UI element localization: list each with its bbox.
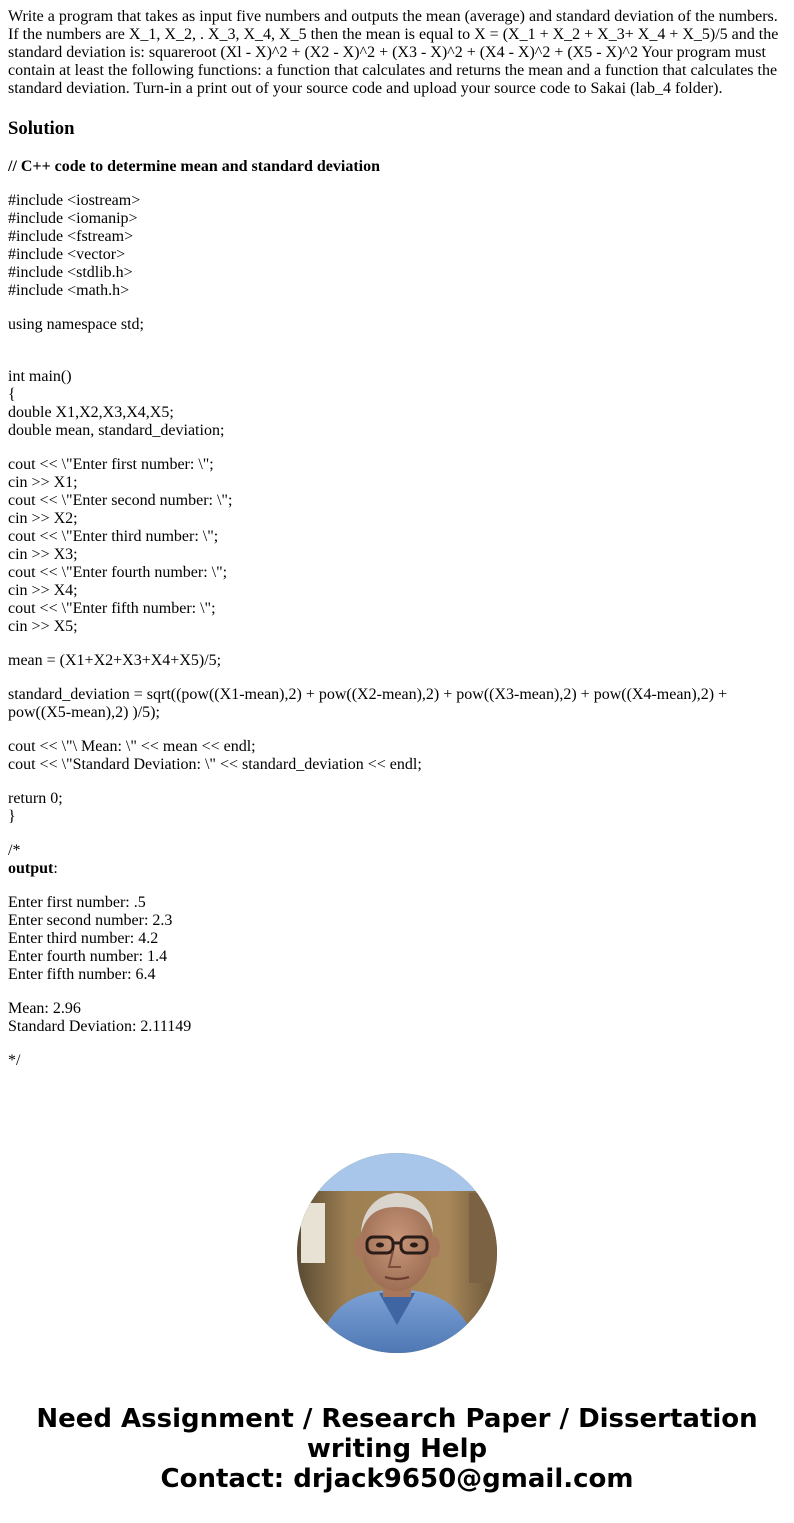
input-block (8, 456, 786, 636)
main-block (8, 368, 786, 440)
code-line: cout << \"Standard Deviation: \" << standard_deviation << endl; (8, 756, 422, 773)
comment-close-block (8, 1052, 786, 1070)
output-line: Enter first number: .5 (8, 894, 146, 911)
code-line: cin >> X4; (8, 582, 78, 599)
code-line: #include <math.h> (8, 282, 130, 299)
code-line: cout << \"Enter fourth number: \"; (8, 564, 228, 581)
code-line: cout << \"\ Mean: \" << mean << endl; (8, 738, 256, 755)
code-line: #include <iostream> (8, 192, 141, 209)
footer-line: writing Help (306, 1434, 488, 1464)
code-line: cout << \"Enter third number: \"; (8, 528, 219, 545)
author-photo (297, 1153, 497, 1353)
includes-block (8, 192, 786, 300)
return-block (8, 790, 786, 826)
code-line: cout << \"Enter fifth number: \"; (8, 600, 216, 617)
code-line: cout << \"Enter first number: \"; (8, 456, 214, 473)
question-text: Write a program that takes as input five numbers and outputs the mean (average) and standard deviation of the numbers. If the numbers are X_1, X_2, . X_3, X_4, X_5 then the mean is equal to X = (X_1 + X_2 + X_3+ X_4 + X_5)/5 and the standard deviation is: squareroot (Xl - X)^2 + (X2 - X)^2 + (X3 - X)^2 + (X4 - X)^2 + (X5 - X)^2 Your program must contain at least the following functions: a function that calculates and returns the mean and a function that calculates the standard deviation. Turn-in a print out of your source code and upload your source code to Sakai (lab_4 folder). (8, 8, 779, 97)
mean-block (8, 652, 786, 670)
code-line: double X1,X2,X3,X4,X5; (8, 404, 174, 421)
output-inputs-block (8, 894, 786, 984)
code-line: cin >> X2; (8, 510, 78, 527)
code-line: #include <fstream> (8, 228, 134, 245)
output-label: output (8, 860, 54, 877)
code-line: #include <vector> (8, 246, 126, 263)
output-line: Standard Deviation: 2.11149 (8, 1018, 192, 1035)
code-line: /* (8, 842, 21, 859)
solution-title: Solution (8, 118, 75, 139)
output-line: Enter fifth number: 6.4 (8, 966, 156, 983)
output-heading (8, 860, 786, 878)
code-line: standard_deviation = sqrt((pow((X1-mean),2) + pow((X2-mean),2) + pow((X3-mean),2) + pow((X4-mean),2) + pow((X5-mean),2) )/5); (8, 686, 728, 721)
using-block (8, 316, 786, 334)
output-line: Enter fourth number: 1.4 (8, 948, 168, 965)
document-body (8, 8, 786, 1070)
output-line: Mean: 2.96 (8, 1000, 81, 1017)
portrait-image (297, 1153, 497, 1353)
output-results-block (8, 1000, 786, 1036)
code-line: cin >> X1; (8, 474, 78, 491)
output-line: Enter third number: 4.2 (8, 930, 159, 947)
output-line: Enter second number: 2.3 (8, 912, 173, 929)
code-line: mean = (X1+X2+X3+X4+X5)/5; (8, 652, 222, 669)
footer-contact: Contact: drjack9650@gmail.com (160, 1464, 634, 1494)
output-colon: : (53, 860, 58, 877)
footer-line: Need Assignment / Research Paper / Dissertation (36, 1404, 758, 1434)
code-line: */ (8, 1052, 21, 1069)
footer-banner (0, 1404, 794, 1494)
code-heading: // C++ code to determine mean and standard deviation (8, 158, 381, 175)
code-line: cin >> X3; (8, 546, 78, 563)
code-line: } (8, 808, 16, 825)
comment-open-block (8, 842, 786, 878)
code-line: #include <stdlib.h> (8, 264, 133, 281)
code-line: int main() (8, 368, 72, 385)
code-line: #include <iomanip> (8, 210, 138, 227)
code-line: return 0; (8, 790, 63, 807)
code-line: cout << \"Enter second number: \"; (8, 492, 233, 509)
code-line: double mean, standard_deviation; (8, 422, 225, 439)
code-line: cin >> X5; (8, 618, 78, 635)
code-line: using namespace std; (8, 316, 144, 333)
print-block (8, 738, 786, 774)
sd-block (8, 686, 786, 722)
code-line: { (8, 386, 16, 403)
